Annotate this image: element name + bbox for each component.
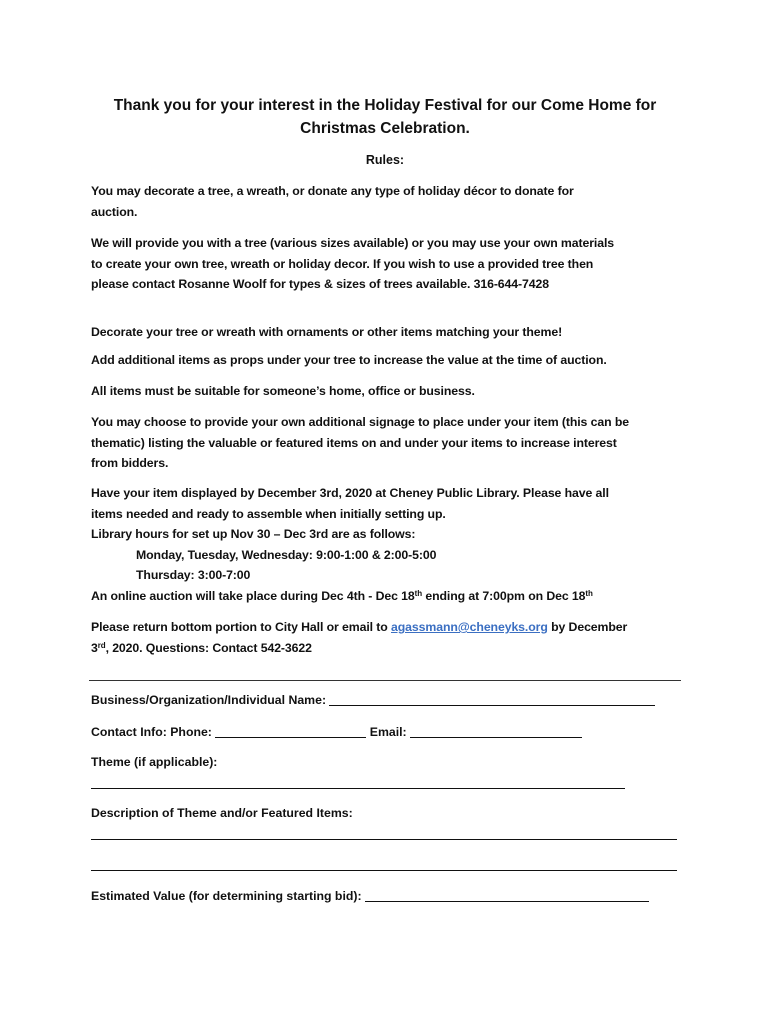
paragraph-line: You may decorate a tree, a wreath, or donate any type of holiday décor to donate for <box>91 184 574 198</box>
superscript: th <box>414 588 423 598</box>
return-text: 3 <box>91 640 98 655</box>
paragraph-line: You may choose to provide your own additional signage to place under your item (this can be <box>91 415 629 429</box>
paragraph-suitability: All items must be suitable for someone’s home, office or business. <box>91 384 475 398</box>
superscript: rd <box>97 640 106 650</box>
name-field-row <box>91 689 655 710</box>
auction-text: ending at 7:00pm on Dec 18 <box>422 588 586 603</box>
name-blank[interactable] <box>329 691 655 706</box>
description-field-row-1 <box>91 823 677 844</box>
return-text: , 2020. Questions: Contact 542-3622 <box>105 640 312 655</box>
paragraph-line: please contact Rosanne Woolf for types & sizes of trees available. 316-644-7428 <box>91 277 549 291</box>
paragraph-line <box>91 638 683 659</box>
phone-label: Contact Info: Phone: <box>91 725 216 739</box>
estimated-value-blank[interactable] <box>365 887 649 902</box>
hours-monday-wednesday: Monday, Tuesday, Wednesday: 9:00-1:00 & 2:00-5:00 <box>136 547 437 562</box>
email-label: Email: <box>366 725 411 739</box>
paragraph-return-instructions <box>91 617 683 658</box>
paragraph-props: Add additional items as props under your tree to increase the value at the time of auction. <box>91 353 607 367</box>
email-blank[interactable] <box>410 723 582 738</box>
separator-line <box>89 680 681 681</box>
theme-label: Theme (if applicable): <box>91 755 218 769</box>
paragraph-line: Library hours for set up Nov 30 – Dec 3rd are as follows: <box>91 527 416 541</box>
estimated-value-row <box>91 885 649 906</box>
phone-blank[interactable] <box>215 723 366 738</box>
paragraph-signage <box>91 412 683 474</box>
paragraph-tree-provision <box>91 233 683 295</box>
email-link[interactable]: agassmann@cheneyks.org <box>391 620 548 634</box>
auction-text: An online auction will take place during Dec 4th - Dec 18 <box>91 588 415 603</box>
theme-blank[interactable] <box>91 774 625 789</box>
rules-heading: Rules: <box>365 153 405 167</box>
paragraph-line: thematic) listing the valuable or featured items on and under your items to increase interest <box>91 435 617 450</box>
page-title <box>60 94 710 140</box>
paragraph-line: from bidders. <box>91 456 169 470</box>
description-blank[interactable] <box>91 825 677 840</box>
auction-dates-line <box>91 586 683 607</box>
theme-field-row <box>91 772 625 793</box>
estimated-value-label: Estimated Value (for determining starting bid): <box>91 889 365 903</box>
paragraph-ornaments: Decorate your tree or wreath with ornaments or other items matching your theme! <box>91 325 563 339</box>
title-line-1: Thank you for your interest in the Holiday Festival for our Come Home for <box>113 97 657 114</box>
return-text: by December <box>547 620 628 634</box>
contact-field-row <box>91 721 582 742</box>
paragraph-line: items needed and ready to assemble when initially setting up. <box>91 506 446 521</box>
description-field-row-2 <box>91 854 677 875</box>
paragraph-display-schedule <box>91 483 683 606</box>
superscript: th <box>585 588 593 598</box>
paragraph-line: to create your own tree, wreath or holiday decor. If you wish to use a provided tree then <box>91 256 594 271</box>
paragraph-line: Have your item displayed by December 3rd, 2020 at Cheney Public Library. Please have all <box>91 486 609 500</box>
paragraph-line: We will provide you with a tree (various sizes available) or you may use your own materials <box>91 236 615 250</box>
hours-thursday: Thursday: 3:00-7:00 <box>136 568 251 582</box>
paragraph-line <box>91 617 683 638</box>
name-label: Business/Organization/Individual Name: <box>91 693 330 707</box>
return-text: Please return bottom portion to City Hall or email to <box>91 620 392 634</box>
paragraph-line: auction. <box>91 204 138 219</box>
description-blank[interactable] <box>91 856 677 871</box>
title-line-2: Christmas Celebration. <box>300 120 470 137</box>
description-label: Description of Theme and/or Featured Items: <box>91 806 353 820</box>
paragraph-decorate-options <box>91 181 683 222</box>
